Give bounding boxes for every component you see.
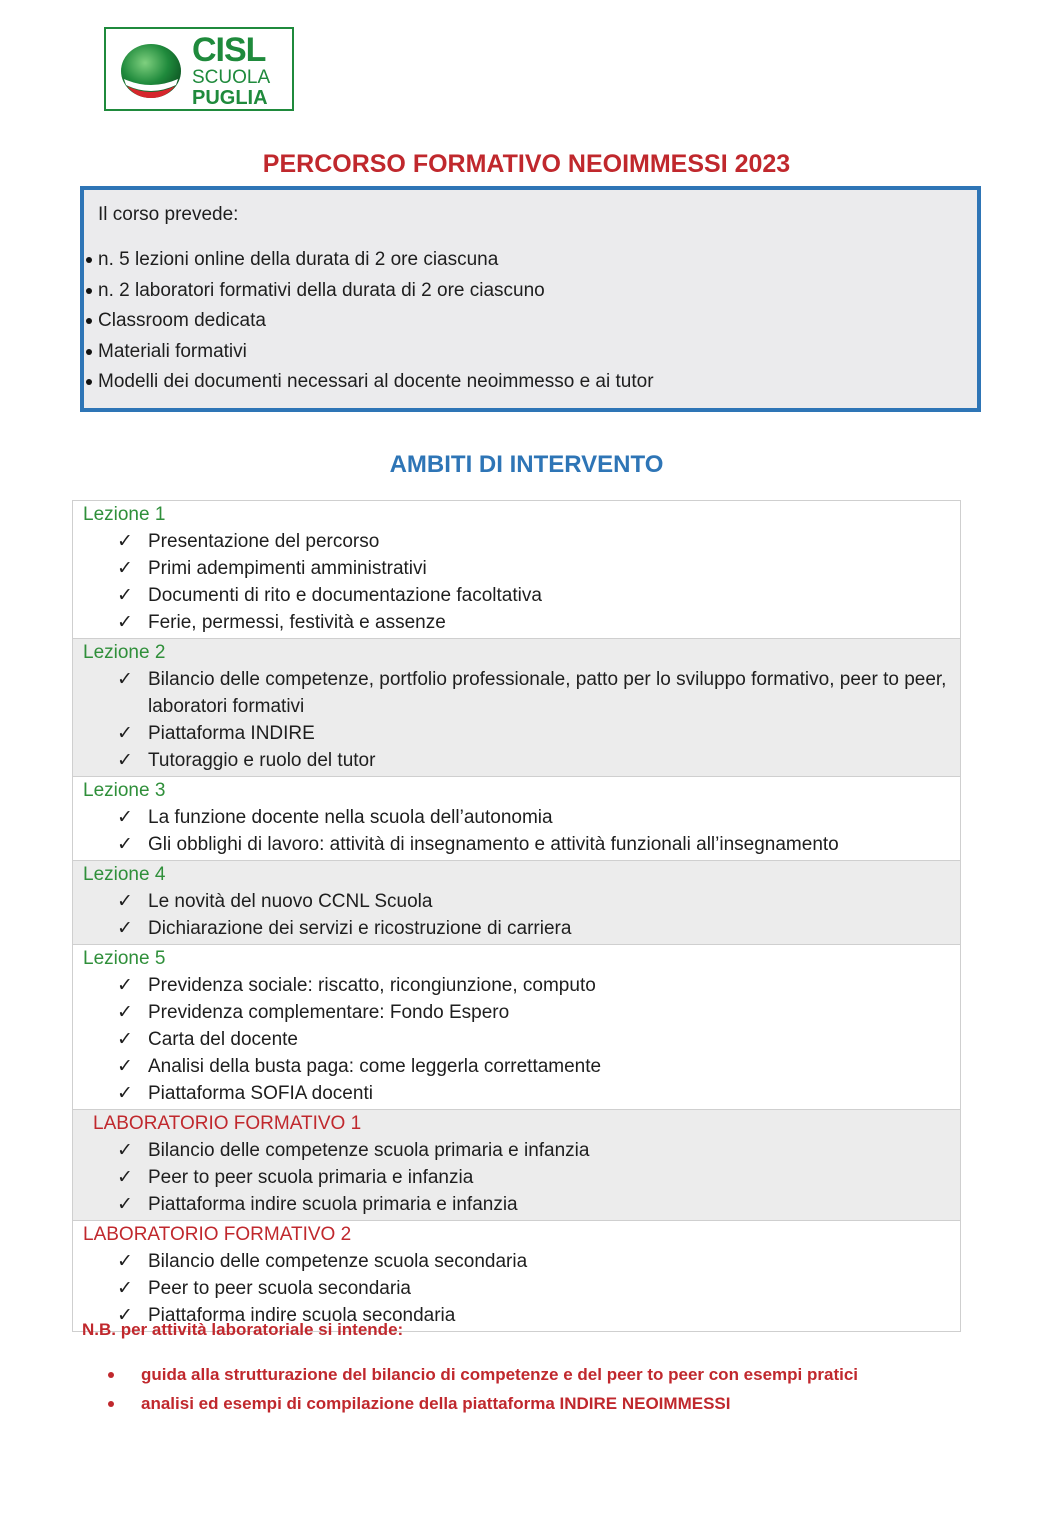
list-item — [108, 1360, 858, 1389]
list-item — [73, 804, 960, 831]
check-icon: ✓ — [117, 891, 133, 912]
logo-scuola-text: SCUOLA — [192, 67, 271, 88]
list-item — [73, 1275, 960, 1302]
program-table — [72, 500, 961, 1332]
section-title: AMBITI DI INTERVENTO — [389, 451, 664, 478]
bullet-icon — [86, 318, 92, 324]
list-item-text: Modelli dei documenti necessari al docente neoimmesso e ai tutor — [98, 371, 654, 392]
list-item-text: Analisi della busta paga: come leggerla correttamente — [148, 1056, 602, 1077]
list-item — [73, 1137, 960, 1164]
check-icon: ✓ — [117, 723, 133, 744]
section-heading: Lezione 5 — [83, 948, 166, 969]
check-icon: ✓ — [117, 1278, 133, 1299]
list-item — [73, 888, 960, 915]
bullet-icon — [108, 1372, 114, 1378]
list-item-text: Presentazione del percorso — [148, 531, 380, 552]
check-icon: ✓ — [117, 750, 133, 771]
topic-list — [73, 804, 960, 858]
page-title: PERCORSO FORMATIVO NEOIMMESSI 2023 — [262, 150, 791, 178]
list-item — [73, 1080, 960, 1107]
nb-list — [108, 1360, 858, 1418]
logo-puglia-text: PUGLIA — [192, 87, 268, 109]
check-icon: ✓ — [117, 1029, 133, 1050]
check-icon: ✓ — [117, 531, 133, 552]
list-item — [73, 528, 960, 555]
check-icon: ✓ — [117, 1002, 133, 1023]
topic-list — [73, 666, 960, 774]
list-item — [86, 276, 654, 307]
list-item — [73, 1053, 960, 1080]
list-item — [86, 337, 654, 368]
list-item-text: Le novità del nuovo CCNL Scuola — [148, 891, 433, 912]
nb-heading: N.B. per attività laboratoriale si intende: — [82, 1320, 404, 1339]
list-item-text: Classroom dedicata — [98, 310, 266, 331]
list-item-text: Bilancio delle competenze scuola secondaria — [148, 1251, 528, 1272]
list-item-text: Dichiarazione dei servizi e ricostruzione di carriera — [148, 918, 572, 939]
list-item-text: n. 5 lezioni online della durata di 2 ore ciascuna — [98, 249, 499, 270]
list-item — [86, 306, 654, 337]
list-item — [73, 747, 960, 774]
topic-list — [73, 1137, 960, 1218]
section-heading: Lezione 3 — [83, 780, 166, 801]
check-icon: ✓ — [117, 1305, 133, 1326]
check-icon: ✓ — [117, 807, 133, 828]
list-item — [108, 1389, 858, 1418]
lesson-section — [73, 638, 960, 776]
check-icon: ✓ — [117, 558, 133, 579]
bullet-icon — [86, 349, 92, 355]
lesson-section — [73, 944, 960, 1109]
list-item-text: Gli obblighi di lavoro: attività di insegnamento e attività funzionali all’insegnamento — [148, 834, 839, 855]
list-item — [73, 555, 960, 582]
bullet-icon — [86, 288, 92, 294]
logo-emblem-icon — [118, 41, 184, 101]
list-item-text: Bilancio delle competenze scuola primaria e infanzia — [148, 1140, 590, 1161]
list-item — [73, 582, 960, 609]
section-heading: LABORATORIO FORMATIVO 1 — [93, 1113, 362, 1134]
list-item — [73, 972, 960, 999]
topic-list — [73, 528, 960, 636]
check-icon: ✓ — [117, 918, 133, 939]
check-icon: ✓ — [117, 1167, 133, 1188]
list-item-text: Primi adempimenti amministrativi — [148, 558, 427, 579]
section-heading: Lezione 1 — [83, 504, 166, 525]
bullet-icon — [86, 379, 92, 385]
topic-list — [73, 972, 960, 1107]
course-summary-box — [80, 186, 981, 412]
list-item — [73, 1191, 960, 1218]
list-item-text: Ferie, permessi, festività e assenze — [148, 612, 446, 633]
list-item-text: guida alla strutturazione del bilancio di competenze e del peer to peer con esempi pratici — [141, 1365, 859, 1384]
check-icon: ✓ — [117, 1083, 133, 1104]
topic-list — [73, 1248, 960, 1329]
check-icon: ✓ — [117, 1251, 133, 1272]
list-item-text: Carta del docente — [148, 1029, 298, 1050]
course-summary-list — [86, 245, 654, 398]
list-item-text: Piattaforma indire scuola primaria e infanzia — [148, 1194, 518, 1215]
list-item-text: n. 2 laboratori formativi della durata di 2 ore ciascuno — [98, 279, 545, 301]
lab-section — [73, 1220, 960, 1331]
check-icon: ✓ — [117, 1056, 133, 1077]
bullet-icon — [108, 1401, 114, 1407]
list-item-text: Peer to peer scuola primaria e infanzia — [148, 1167, 474, 1188]
cisl-logo — [104, 27, 294, 111]
list-item-text: analisi ed esempi di compilazione della piattaforma INDIRE NEOIMMESSI — [141, 1394, 731, 1413]
lesson-section — [73, 860, 960, 944]
check-icon: ✓ — [117, 612, 133, 633]
list-item-text: Previdenza sociale: riscatto, ricongiunzione, computo — [148, 975, 596, 996]
list-item-text: Piattaforma indire scuola secondaria — [148, 1305, 456, 1326]
list-item-text: Previdenza complementare: Fondo Espero — [148, 1002, 510, 1023]
section-heading: LABORATORIO FORMATIVO 2 — [83, 1224, 352, 1245]
list-item-text: Materiali formativi — [98, 340, 247, 362]
list-item-text: Piattaforma SOFIA docenti — [148, 1083, 373, 1104]
logo-cisl-text: CISL — [192, 31, 266, 69]
check-icon: ✓ — [117, 669, 133, 690]
list-item — [86, 367, 654, 398]
check-icon: ✓ — [117, 1140, 133, 1161]
list-item-text: La funzione docente nella scuola dell’autonomia — [148, 807, 553, 828]
list-item — [73, 1164, 960, 1191]
list-item — [73, 915, 960, 942]
lab-section — [73, 1109, 960, 1220]
check-icon: ✓ — [117, 834, 133, 855]
list-item-text: Documenti di rito e documentazione facoltativa — [148, 585, 542, 606]
list-item — [73, 720, 960, 747]
list-item-text: Peer to peer scuola secondaria — [148, 1278, 411, 1299]
bullet-icon — [86, 257, 92, 263]
list-item — [73, 831, 960, 858]
list-item — [73, 999, 960, 1026]
list-item-text: Tutoraggio e ruolo del tutor — [148, 750, 376, 771]
list-item — [73, 666, 960, 720]
list-item-text: Bilancio delle competenze, portfolio professionale, patto per lo sviluppo formativo, peer to peer, laboratori formativi — [148, 669, 947, 717]
check-icon: ✓ — [117, 975, 133, 996]
list-item — [73, 1248, 960, 1275]
topic-list — [73, 888, 960, 942]
check-icon: ✓ — [117, 1194, 133, 1215]
list-item — [73, 1026, 960, 1053]
section-heading: Lezione 2 — [83, 642, 166, 663]
course-summary-heading: Il corso prevede: — [98, 204, 239, 225]
lesson-section — [73, 501, 960, 638]
lesson-section — [73, 776, 960, 860]
list-item — [86, 245, 654, 276]
list-item-text: Piattaforma INDIRE — [148, 723, 315, 744]
section-heading: Lezione 4 — [83, 864, 166, 885]
check-icon: ✓ — [117, 585, 133, 606]
list-item — [73, 609, 960, 636]
